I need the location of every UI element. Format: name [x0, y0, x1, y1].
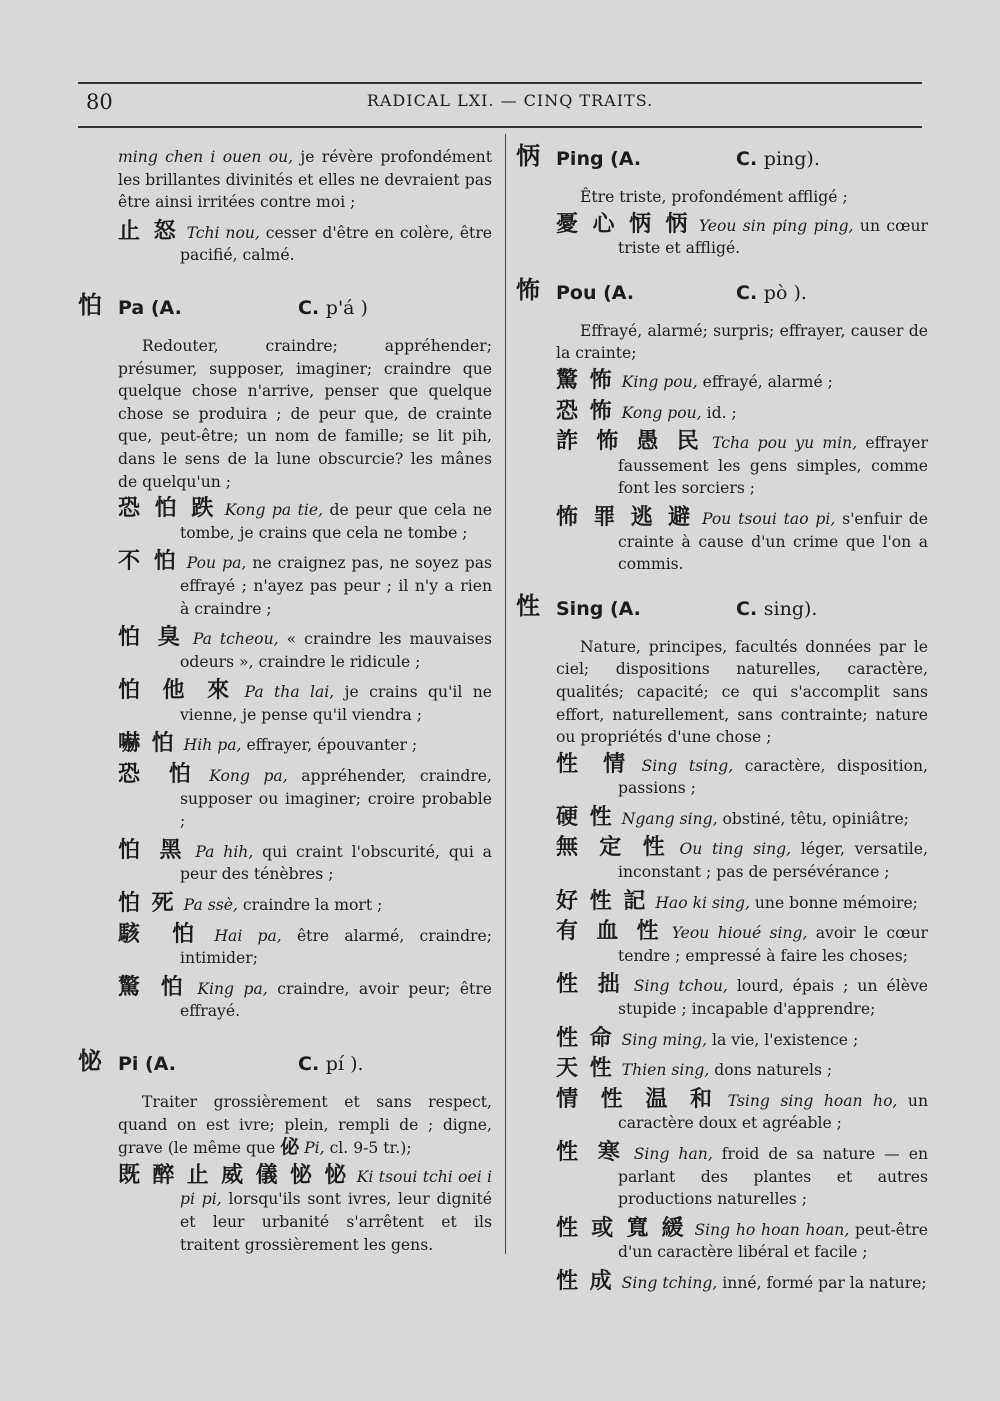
- headword-char: 怖: [516, 275, 540, 304]
- examples-pa: [118, 497, 492, 1023]
- cantonese-label: C.: [298, 296, 320, 319]
- definition-part-b: cl. 9-5 tr.);: [324, 1139, 412, 1158]
- example-entry: [118, 836, 492, 886]
- example-text: craindre la mort ;: [237, 896, 383, 915]
- example-text: un cœur triste et affligé.: [618, 216, 928, 258]
- example-chars: 性 或 寬 緩: [556, 1214, 687, 1241]
- example-chars: 恐 怖: [556, 397, 614, 424]
- example-pinyin: Pou tsoui tao pi,: [702, 509, 836, 528]
- example-text: une bonne mémoire;: [749, 893, 918, 912]
- example-entry: [118, 626, 492, 673]
- headword-char: 性: [516, 591, 540, 620]
- example-entry: [556, 1214, 928, 1264]
- example-entry: [556, 1267, 928, 1295]
- example-entry: [556, 1057, 928, 1082]
- example-pinyin: Pou pa,: [186, 554, 247, 573]
- cantonese-value: sing).: [763, 597, 818, 620]
- example-text: s'enfuir de crainte à cause d'un crime que l'on a commis.: [618, 509, 928, 574]
- cantonese-value: ping).: [763, 148, 820, 170]
- example-chars: 止 怒: [118, 217, 179, 244]
- example-entry: [556, 973, 928, 1020]
- headword-sing: [516, 591, 928, 628]
- example-pinyin: Kong pa,: [209, 767, 288, 786]
- example-pinyin: Sing tsing,: [641, 756, 734, 775]
- example-entry: [118, 550, 492, 620]
- example-chars: 性 拙: [556, 971, 626, 998]
- example-text: un caractère doux et agréable ;: [618, 1091, 929, 1133]
- cantonese-value: pò ).: [763, 281, 807, 304]
- example-chars: 驚 怖: [556, 366, 614, 393]
- example-chars: 怕 臭: [118, 624, 185, 651]
- example-entry: [556, 887, 928, 915]
- continuation-pinyin: ming chen i ouen ou,: [118, 148, 294, 166]
- example-entry: [556, 920, 928, 967]
- example-pinyin: Hih pa,: [183, 736, 242, 755]
- headword-cantonese: [736, 148, 820, 171]
- example-pinyin: Pa ssè,: [183, 896, 238, 915]
- headword-cantonese: [298, 1053, 364, 1076]
- cantonese-label: C.: [736, 281, 758, 304]
- example-entry: [556, 803, 928, 831]
- example-text: « craindre les mauvaises odeurs », craindre le ridicule ;: [180, 630, 492, 671]
- definition-pinyin: Pi,: [304, 1139, 325, 1158]
- example-pinyin: Ki tsoui tchi oei i pi pi,: [180, 1167, 492, 1209]
- headword-char: 怲: [516, 142, 540, 170]
- example-text: obstiné, têtu, opiniâtre;: [717, 809, 909, 828]
- example-text: froid de sa nature — en parlant des plantes et autres productions naturelles ;: [618, 1145, 928, 1209]
- example-pinyin: Kong pa tie,: [224, 501, 324, 520]
- example-pinyin: Kong pou,: [621, 403, 702, 422]
- example-entry: [556, 430, 928, 500]
- headword-pinyin: Sing (A.: [556, 597, 641, 620]
- example-pinyin: Pa tha lai,: [244, 683, 335, 702]
- page-number: 80: [86, 90, 113, 114]
- definition: Nature, principes, facultés données par le ciel; dispositions naturelles, caractère, qualités; capacité; ce qui s'accomplit sans effort, naturellement, sans contrainte; nature ou propriétés d'une chose ;: [556, 637, 928, 747]
- example-chars: 憂 心 怲 怲: [556, 210, 691, 237]
- example-pinyin: Sing tching,: [621, 1273, 718, 1292]
- example-text: caractère, disposition, passions ;: [618, 756, 928, 798]
- example-pinyin: Tcha pou yu min,: [712, 434, 858, 453]
- example-chars: 怕 他 來: [118, 677, 237, 704]
- headword-pinyin: Pou (A.: [556, 281, 635, 304]
- example-chars: 情 性 温 和: [556, 1085, 720, 1112]
- example-chars: 詐 怖 愚 民: [556, 428, 705, 455]
- example-text: être alarmé, craindre; intimider;: [180, 926, 492, 968]
- example-text: dons naturels ;: [709, 1061, 833, 1080]
- headword-pi: [78, 1047, 492, 1083]
- example-entry: [556, 1085, 929, 1135]
- example-entry: [556, 210, 928, 260]
- example-chars: 不 怕: [118, 548, 179, 575]
- example-chars: 恐 怕: [118, 761, 202, 788]
- example-chars: 怖 罪 逃 避: [556, 503, 695, 530]
- example-chars: 既 醉 止 威 儀 怭 怭: [118, 1161, 349, 1188]
- left-column: [78, 146, 492, 1262]
- cantonese-value: p'á ): [325, 296, 368, 319]
- example-chars: 硬 性: [556, 803, 614, 830]
- example-chars: 性 成: [556, 1267, 614, 1294]
- example-chars: 天 性: [556, 1055, 614, 1082]
- example-text: léger, versatile, inconstant ; pas de persévérance ;: [618, 840, 928, 882]
- continuation-text: [118, 146, 492, 214]
- headword-ping: [516, 142, 928, 178]
- header-rule-top: [78, 82, 922, 84]
- example-text: la vie, l'existence ;: [707, 1030, 859, 1049]
- example-text: effrayer faussement les gens simples, comme font les sorciers ;: [618, 434, 928, 498]
- example-entry: [118, 1161, 492, 1256]
- example-entry: [118, 217, 492, 267]
- example-pinyin: Hao ki sing,: [655, 893, 750, 912]
- example-text: ne craignez pas, ne soyez pas effrayé ; n'ayez pas peur ; il n'y a rien à craindre ;: [180, 554, 492, 618]
- example-text: peut-être d'un caractère libéral et facile ;: [618, 1220, 928, 1262]
- example-pinyin: Ngang sing,: [621, 809, 718, 828]
- example-entry: [118, 732, 492, 757]
- example-entry: [118, 497, 492, 544]
- example-chars: 恐 怕 跌: [118, 495, 217, 522]
- example-pinyin: Ou ting sing,: [679, 840, 792, 859]
- example-text: lourd, épais ; un élève stupide ; incapable d'apprendre;: [618, 977, 928, 1019]
- headword-pinyin: Ping (A.: [556, 148, 642, 170]
- definition: [118, 1091, 492, 1160]
- example-entry: [118, 679, 492, 726]
- example-pinyin: Thien sing,: [621, 1061, 710, 1080]
- example-text: de peur que cela ne tombe, je crains que cela ne tombe ;: [180, 501, 492, 542]
- example-pinyin: Yeou sin ping ping,: [698, 216, 854, 235]
- example-entry: [556, 503, 928, 576]
- example-pinyin: Yeou hioué sing,: [671, 924, 808, 943]
- example-pinyin: King pou,: [621, 372, 698, 391]
- example-chars: 好 性 記: [556, 887, 648, 914]
- example-entry: [556, 397, 928, 425]
- example-chars: 性 情: [556, 750, 634, 777]
- example-pinyin: Sing ho hoan hoan,: [694, 1220, 850, 1239]
- example-pinyin: Tchi nou,: [186, 223, 260, 242]
- example-pinyin: Pa hih,: [195, 842, 254, 861]
- example-chars: 駭 怕: [118, 920, 207, 947]
- column-divider: [505, 134, 506, 1254]
- cantonese-value: pí ).: [325, 1053, 364, 1075]
- running-title: RADICAL LXI. — CINQ TRAITS.: [366, 91, 654, 110]
- example-text: qui craint l'obscurité, qui a peur des ténèbres ;: [180, 842, 492, 884]
- example-text: id. ;: [701, 403, 737, 422]
- example-text: effrayer, épouvanter ;: [241, 736, 418, 755]
- example-chars: 怕 黑: [118, 836, 188, 863]
- header-rule-bottom: [78, 126, 922, 128]
- example-entry: [118, 892, 492, 917]
- example-chars: 性 寒: [556, 1139, 626, 1165]
- example-pinyin: Tsing sing hoan ho,: [727, 1091, 898, 1110]
- headword-char: 怭: [78, 1047, 102, 1075]
- example-text: lorsqu'ils sont ivres, leur dignité et leur urbanité s'arrêtent et ils traitent grossièrement les gens.: [180, 1190, 492, 1254]
- headword-pa: [78, 290, 492, 327]
- example-chars: 無 定 性: [556, 834, 672, 861]
- example-text: je crains qu'il ne vienne, je pense qu'il viendra ;: [180, 683, 492, 724]
- example-text: craindre, avoir peur; être effrayé.: [180, 979, 492, 1021]
- example-pinyin: Pa tcheou,: [192, 630, 279, 649]
- headword-pou: [516, 275, 928, 312]
- cantonese-label: C.: [736, 597, 758, 620]
- cantonese-label: C.: [298, 1053, 320, 1075]
- example-chars: 驚 怕: [118, 973, 190, 1000]
- example-text: inné, formé par la nature;: [717, 1273, 927, 1292]
- example-chars: 怕 死: [118, 890, 176, 917]
- example-chars: 性 命: [556, 1024, 614, 1051]
- example-chars: 有 血 性: [556, 918, 664, 945]
- definition: Être triste, profondément affligé ;: [580, 188, 848, 206]
- example-entry: [118, 763, 492, 833]
- example-text: avoir le cœur tendre ; empressé à faire les choses;: [618, 924, 928, 965]
- cantonese-label: C.: [736, 148, 758, 170]
- definition: Effrayé, alarmé; surpris; effrayer, causer de la crainte;: [556, 321, 928, 363]
- definition-char: 佖: [280, 1136, 300, 1159]
- example-text: effrayé, alarmé ;: [697, 372, 833, 391]
- headword-char: 怕: [78, 290, 102, 319]
- example-chars: 嚇 怕: [118, 730, 176, 757]
- example-entry: [556, 836, 928, 883]
- definition: Redouter, craindre; appréhender; présumer, supposer, imaginer; craindre que quelque chose n'arrive, penser que quelque chose se produira ; de peur que, de crainte que, peut-être; un nom de famille; se lit pih, dans le sens de la lune obscurcie? les mânes de quelqu'un ;: [118, 336, 492, 491]
- example-pinyin: Sing ming,: [621, 1030, 708, 1049]
- examples-sing: [556, 750, 929, 1295]
- example-entry: [556, 366, 928, 394]
- example-entry: [556, 750, 928, 800]
- example-entry: [556, 1141, 928, 1211]
- example-pinyin: King pa,: [197, 979, 268, 998]
- right-column: [516, 142, 929, 1301]
- example-entry: [556, 1024, 928, 1052]
- continuation-rest: je révère profondément les brillantes divinités et elles ne devraient pas être ainsi irritées contre moi ;: [118, 148, 492, 212]
- headword-pinyin: Pa (A.: [118, 296, 182, 319]
- example-text: cesser d'être en colère, être pacifié, calmé.: [180, 223, 492, 265]
- headword-pinyin: Pi (A.: [118, 1053, 177, 1075]
- example-pinyin: Sing han,: [633, 1145, 713, 1163]
- headword-cantonese: [736, 282, 807, 305]
- definition-part-a: Traiter grossièrement et sans respect, quand on est ivre; plein, rempli de ; digne, grave (le même que: [118, 1093, 492, 1158]
- example-pinyin: Hai pa,: [214, 926, 282, 945]
- example-entry: [118, 920, 492, 970]
- example-entry: [118, 973, 492, 1023]
- headword-cantonese: [736, 598, 817, 621]
- example-text: appréhender, craindre, supposer ou imaginer; croire probable ;: [180, 767, 492, 831]
- headword-cantonese: [298, 297, 368, 320]
- example-pinyin: Sing tchou,: [633, 977, 728, 996]
